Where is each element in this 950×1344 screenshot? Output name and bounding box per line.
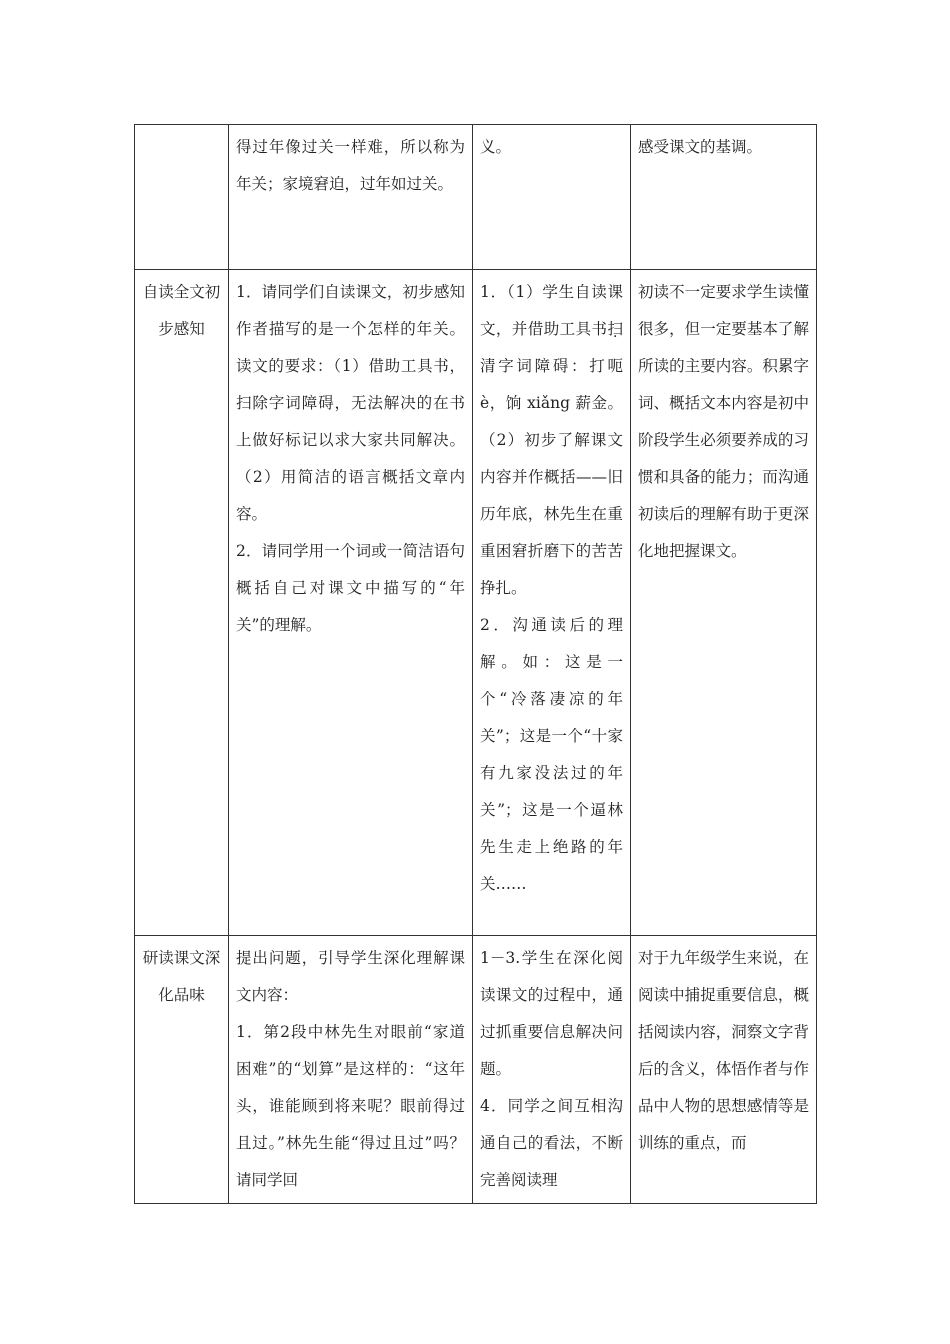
design-intent-cell — [631, 270, 817, 936]
paragraph: 2．请同学用一个词或一简洁语句概括自己对课文中描写的“年关”的理解。 — [236, 542, 465, 634]
emphasis-dot-char: 呃 — [607, 357, 623, 375]
lesson-plan-table — [134, 124, 817, 1204]
stage-cell — [135, 125, 229, 270]
paragraph: 初读不一定要求学生读懂很多，但一定要基本了解所读的主要内容。积累字词、概括文本内容是初中阶段学生必须要养成的习惯和具备的能力；而沟通初读后的理解有助于更深化地把握课文。 — [638, 283, 809, 560]
stage-cell: 自读全文初步感知 — [135, 270, 229, 936]
teacher-activity-cell — [229, 936, 473, 1204]
design-intent-cell — [631, 936, 817, 1204]
paragraph: 4．同学之间互相沟通自己的看法，不断完善阅读理 — [480, 1097, 623, 1189]
text-run: è，饷 xiǎng 薪金。 （2）初步了解课文内容并作概括——旧历年底，林先生在重重困窘折磨下的苦苦挣扎。 — [480, 394, 623, 597]
teacher-activity-cell — [229, 125, 473, 270]
paragraph: 提出问题，引导学生深化理解课文内容： — [236, 949, 465, 1004]
student-activity-cell — [473, 936, 631, 1204]
paragraph: 1－3.学生在深化阅读课文的过程中，通过抓重要信息解决问题。 — [480, 949, 623, 1078]
stage-cell: 研读课文深化品味 — [135, 936, 229, 1204]
paragraph — [480, 274, 623, 607]
table-row — [135, 270, 817, 936]
text-run: 打 — [589, 357, 608, 375]
student-activity-cell — [473, 270, 631, 936]
paragraph: 感受课文的基调。 — [638, 138, 763, 156]
paragraph: 义。 — [480, 138, 512, 156]
teacher-activity-cell — [229, 270, 473, 936]
student-activity-cell — [473, 125, 631, 270]
design-intent-cell — [631, 125, 817, 270]
paragraph: 2．沟通读后的理解。如：这是一个“冷落凄凉的年关”；这是一个“十家有九家没法过的年关”；这是一个逼林先生走上绝路的年关…… — [480, 616, 623, 893]
paragraph: 1．第2段中林先生对眼前“家道困难”的“划算”是这样的：“这年头，谁能顾到将来呢？眼前得过且过。”林先生能“得过且过”吗？请同学回 — [236, 1023, 465, 1189]
paragraph: 1．请同学们自读课文，初步感知作者描写的是一个怎样的年关。读文的要求：（1）借助工具书，扫除字词障碍，无法解决的在书上做好标记以求大家共同解决。（2）用简洁的语言概括文章内容。 — [236, 283, 465, 523]
table-row — [135, 936, 817, 1204]
paragraph: 得过年像过关一样难，所以称为年关；家境窘迫，过年如过关。 — [236, 138, 465, 193]
text-run: 1．（1）学生自读课文，并借助工具书扫清字词障碍： — [480, 283, 623, 375]
paragraph: 对于九年级学生来说，在阅读中捕捉重要信息，概括阅读内容，洞察文字背后的含义，体悟作者与作品中人物的思想感情等是训练的重点，而 — [638, 949, 809, 1152]
table-row — [135, 125, 817, 270]
